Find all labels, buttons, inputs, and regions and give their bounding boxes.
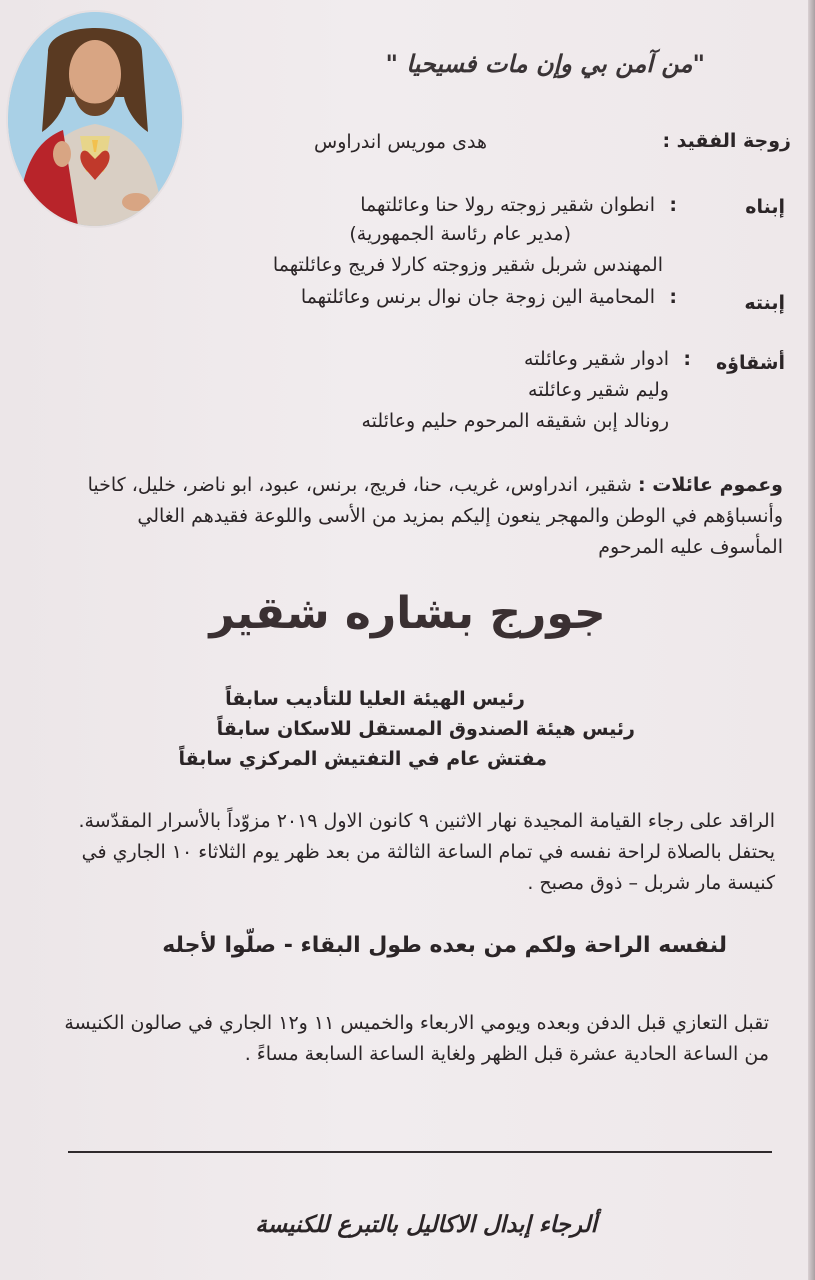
position-1: رئيس الهيئة العليا للتأديب سابقاً	[225, 688, 525, 710]
families-label: وعموم عائلات :	[638, 474, 783, 496]
brother-line-3: رونالد إبن شقيقه المرحوم حليم وعائلته	[361, 410, 669, 432]
brothers-colon: :	[683, 348, 691, 370]
deceased-name: جورج بشاره شقير	[209, 588, 606, 639]
brother-line-1: ادوار شقير وعائلته	[524, 348, 669, 370]
condolences-paragraph: تقبل التعازي قبل الدفن وبعده ويومي الاربعاء والخميس ١١ و١٢ الجاري في صالون الكنيسة من الساعة الحادية عشرة قبل الظهر ولغاية الساعة السابعة مساءً .	[64, 1012, 769, 1065]
footer-note: ألرجاء إبدال الاكاليل بالتبرع للكنيسة	[255, 1212, 597, 1238]
divider-rule	[68, 1151, 772, 1153]
daughter-colon: :	[669, 286, 677, 308]
motto-quote: "من آمن بي وإن مات فسيحيا "	[385, 50, 705, 78]
wife-name: هدى موريس اندراوس	[314, 131, 487, 153]
brother-line-2: وليم شقير وعائلته	[528, 379, 669, 401]
sacred-heart-portrait-icon	[8, 12, 182, 226]
sons-label: إبناه	[745, 196, 785, 218]
families-text: شقير، اندراوس، غريب، حنا، فريج، برنس، عبود، ابو ناضر، خليل، كاخيا وأنسباؤهم في الوطن والمهجر ينعون إليكم بمزيد من الأسى واللوعة فقيدهم الغالي المأسوف عليه المرحوم	[87, 474, 783, 558]
son-line-2: (مدير عام رئاسة الجمهورية)	[349, 223, 571, 245]
daughter-line: المحامية الين زوجة جان نوال برنس وعائلتهما	[300, 286, 655, 308]
families-paragraph	[83, 470, 783, 563]
prayer-line: لنفسه الراحة ولكم من بعده طول البقاء - صلّوا لأجله	[162, 933, 727, 958]
son-line-1: انطوان شقير زوجته رولا حنا وعائلتهما	[360, 194, 655, 216]
brothers-label: أشقاؤه	[715, 352, 785, 374]
position-2: رئيس هيئة الصندوق المستقل للاسكان سابقاً	[216, 718, 635, 740]
daughter-label: إبنته	[744, 292, 785, 314]
son-line-3: المهندس شربل شقير وزوجته كارلا فريج وعائلتهما	[272, 254, 663, 276]
wife-label: زوجة الفقيد :	[662, 130, 791, 152]
position-3: مفتش عام في التفتيش المركزي سابقاً	[178, 748, 547, 770]
paper-edge	[808, 0, 815, 1280]
sons-colon: :	[669, 194, 677, 216]
funeral-paragraph: الراقد على رجاء القيامة المجيدة نهار الاثنين ٩ كانون الاول ٢٠١٩ مزوّداً بالأسرار المقدّسة. يحتفل بالصلاة لراحة نفسه في تمام الساعة الثالثة من بعد ظهر يوم الثلاثاء ١٠ الجاري في كنيسة مار شربل – ذوق مصبح .	[78, 810, 775, 894]
